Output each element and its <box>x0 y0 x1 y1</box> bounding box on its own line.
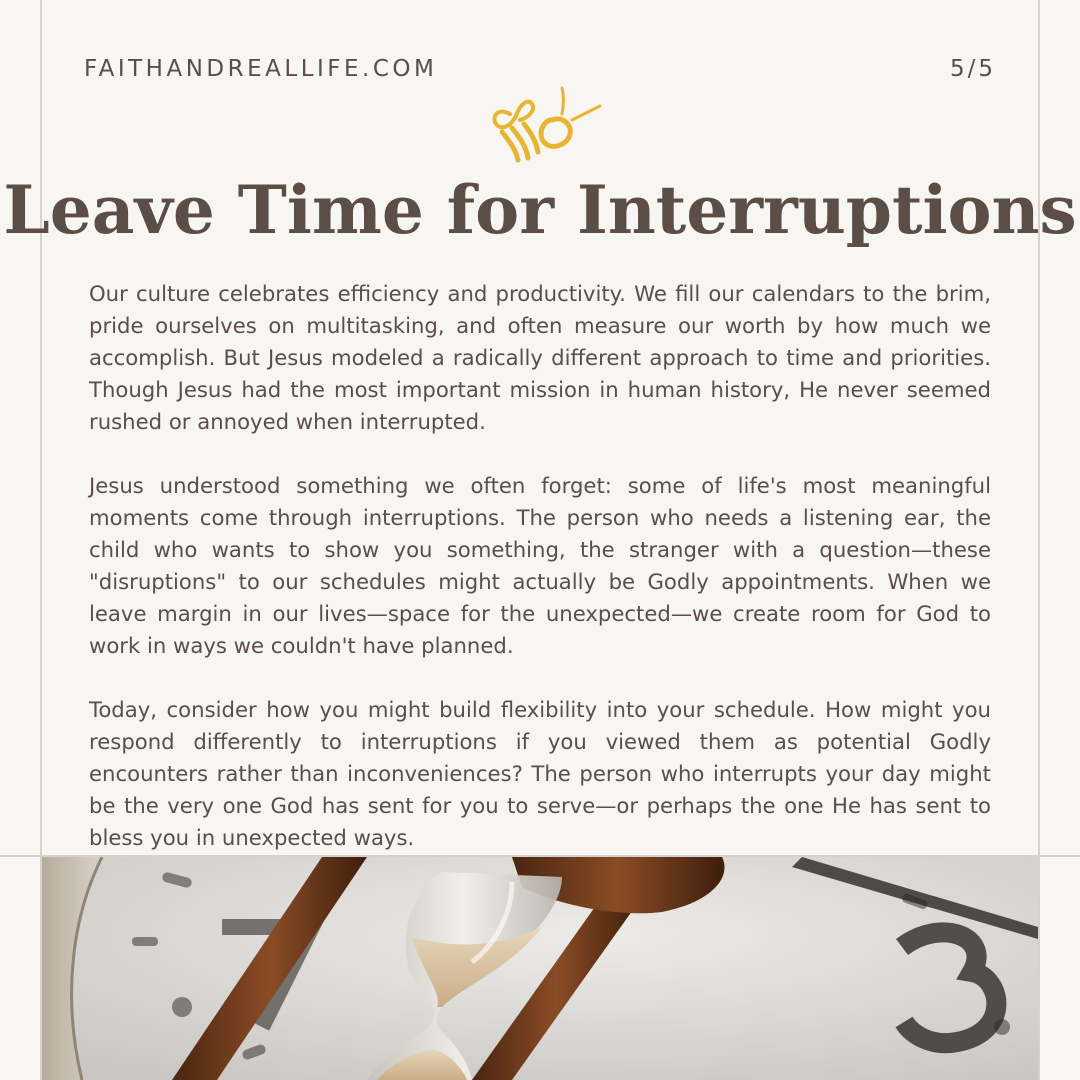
paragraph-2: Jesus understood something we often forget: some of life's most meaningful moments come through interruptions. The person who needs a listening ear, the child who wants to show you something, the stranger with a question—these "disruptions" to our schedules might actually be Godly appointments. When we leave margin in our lives—space for the unexpected—we create room for God to work in ways we couldn't have planned. <box>89 473 991 658</box>
body-text <box>89 278 991 886</box>
paragraph-1: Our culture celebrates efficiency and productivity. We fill our calendars to the brim, pride ourselves on multitasking, and often measure our worth by how much we accomplish. But Jesus modeled a radically different approach to time and priorities. Though Jesus had the most important mission in human history, He never seemed rushed or annoyed when interrupted. <box>89 281 991 434</box>
paragraph-3: Today, consider how you might build flexibility into your schedule. How might you respond differently to interruptions if you viewed them as potential Godly encounters rather than inconveniences? The person who interrupts your day might be the very one God has sent for you to serve—or perhaps the one He has sent to bless you in unexpected ways. <box>89 697 991 850</box>
frame-right-line <box>1038 0 1040 1080</box>
page-title: Leave Time for Interruptions <box>3 171 1077 249</box>
site-url: FAITHANDREALLIFE.COM <box>84 56 438 82</box>
page-counter: 5/5 <box>949 56 996 82</box>
hourglass-clock-photo <box>42 857 1038 1080</box>
bee-icon <box>488 84 604 176</box>
